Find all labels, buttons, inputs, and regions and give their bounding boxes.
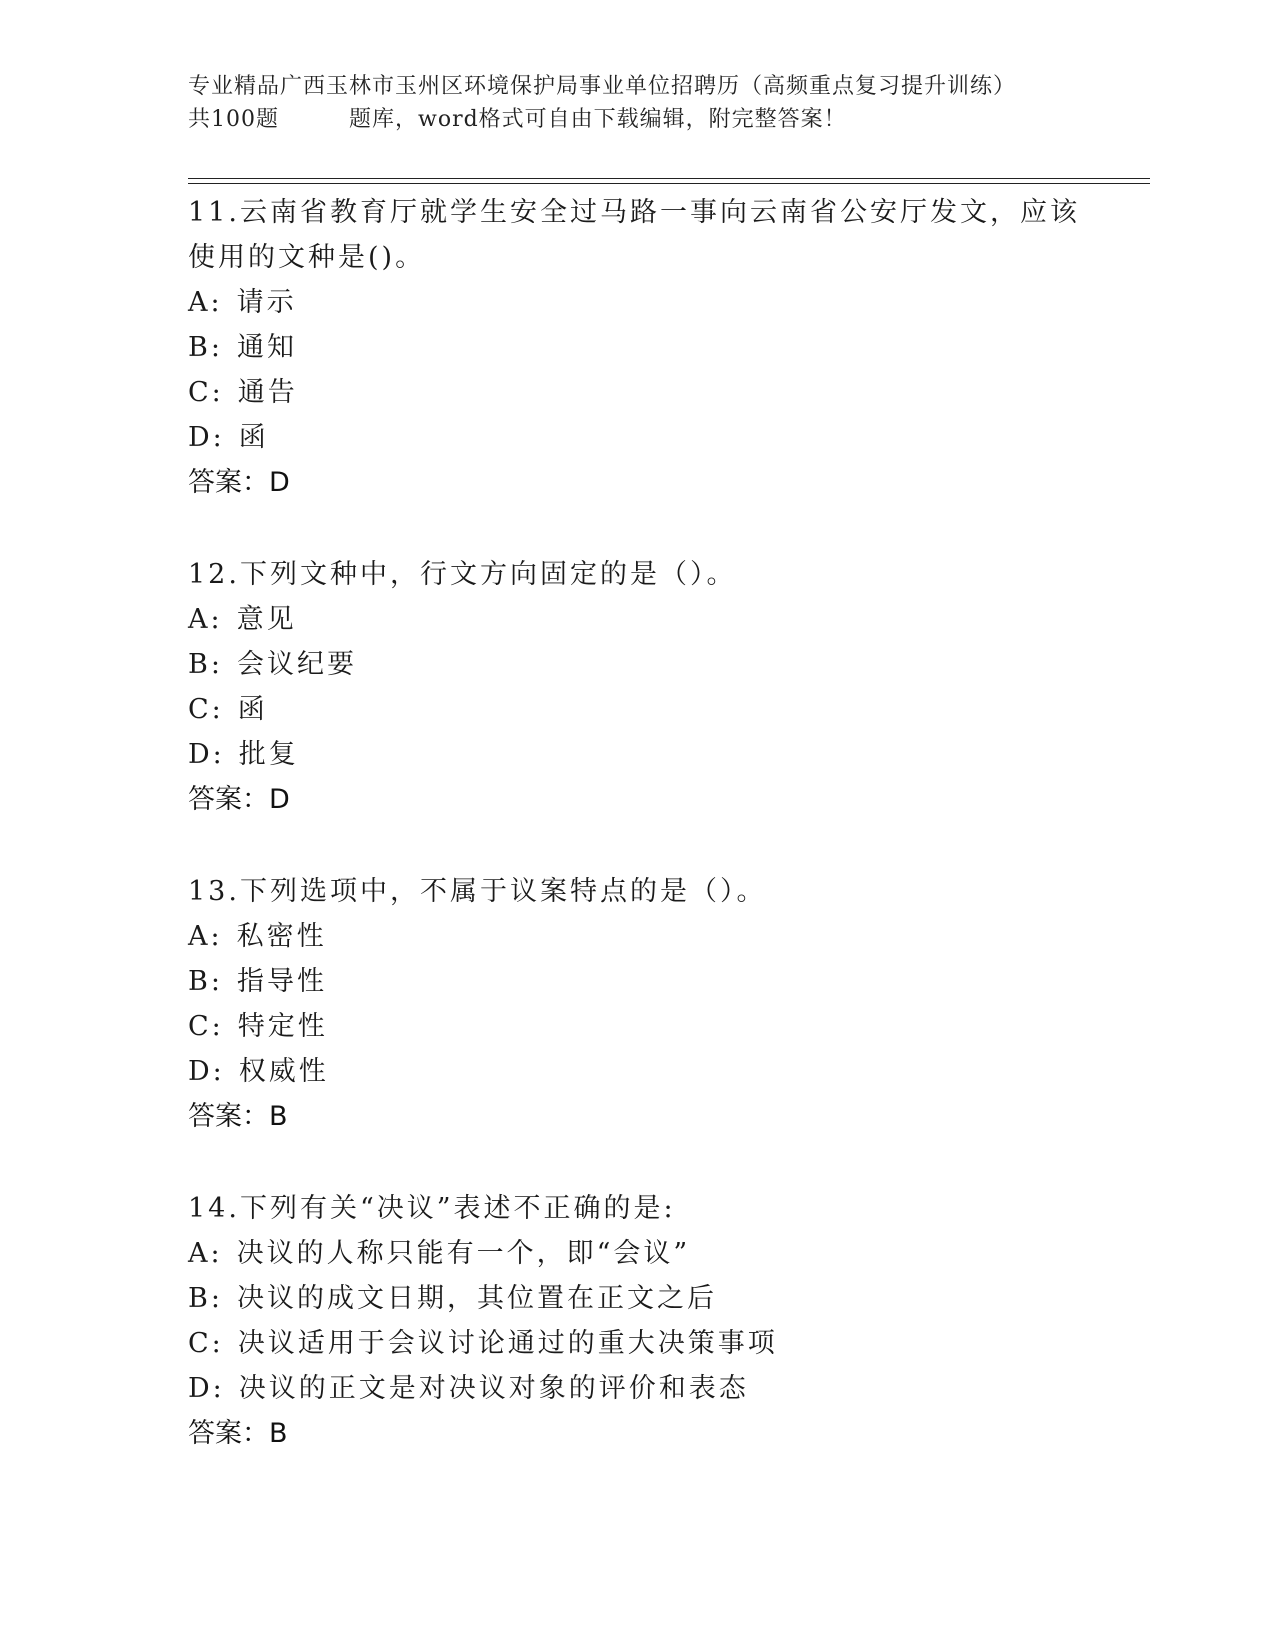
answer-line: 答案：B [188, 1418, 288, 1449]
option-letter: B: [188, 332, 223, 363]
option-letter: C: [188, 1011, 224, 1042]
question-stem: 13.下列选项中，不属于议案特点的是（）。 [188, 876, 767, 907]
document-header [188, 70, 1148, 136]
option-letter: A: [188, 921, 223, 952]
answer-line: 答案：B [188, 1101, 288, 1132]
option-a [188, 914, 1088, 959]
option-letter: A: [188, 604, 223, 635]
option-d [188, 732, 1088, 777]
option-text: 特定性 [237, 1011, 328, 1042]
option-b [188, 325, 1088, 370]
question-count: 共100题 [188, 107, 279, 132]
option-c [188, 370, 1088, 415]
option-letter: B: [188, 1283, 223, 1314]
answer-line: 答案：D [188, 467, 290, 498]
option-text: 指导性 [236, 966, 327, 997]
option-letter: D: [188, 422, 225, 453]
question-14 [188, 1186, 1088, 1457]
option-d [188, 415, 1088, 460]
question-12 [188, 552, 1088, 823]
option-b [188, 642, 1088, 687]
option-a [188, 280, 1088, 325]
option-a [188, 597, 1088, 642]
header-subtitle-text: 题库，word格式可自由下载编辑，附完整答案！ [349, 107, 847, 132]
option-text: 意见 [236, 604, 297, 635]
option-c [188, 1004, 1088, 1049]
option-text: 通知 [236, 332, 297, 363]
option-letter: B: [188, 966, 223, 997]
option-text: 批复 [238, 739, 299, 770]
option-letter: D: [188, 1056, 225, 1087]
option-text: 函 [237, 694, 268, 725]
header-divider-bottom [188, 183, 1150, 184]
option-text: 决议适用于会议讨论通过的重大决策事项 [237, 1328, 778, 1359]
option-d [188, 1049, 1088, 1094]
option-text: 请示 [236, 287, 297, 318]
question-list [188, 190, 1088, 1503]
option-letter: B: [188, 649, 223, 680]
option-letter: D: [188, 739, 225, 770]
option-b [188, 959, 1088, 1004]
option-text: 私密性 [236, 921, 327, 952]
option-text: 会议纪要 [236, 649, 357, 680]
option-letter: D: [188, 1373, 225, 1404]
question-11 [188, 190, 1088, 506]
option-letter: A: [188, 1238, 223, 1269]
header-subtitle-line [188, 103, 1148, 136]
option-b [188, 1276, 1088, 1321]
header-title-line: 专业精品广西玉林市玉州区环境保护局事业单位招聘历（高频重点复习提升训练） [188, 74, 1017, 99]
question-stem: 11.云南省教育厅就学生安全过马路一事向云南省公安厅发文，应该使用的文种是()。 [188, 197, 1080, 273]
answer-line: 答案：D [188, 784, 290, 815]
option-letter: C: [188, 1328, 224, 1359]
question-stem: 12.下列文种中，行文方向固定的是（）。 [188, 559, 737, 590]
question-13 [188, 869, 1088, 1140]
option-c [188, 1321, 1088, 1366]
question-stem: 14.下列有关“决议”表述不正确的是: [188, 1193, 676, 1224]
option-letter: C: [188, 377, 224, 408]
option-text: 决议的成文日期，其位置在正文之后 [236, 1283, 717, 1314]
option-letter: C: [188, 694, 224, 725]
option-text: 决议的人称只能有一个，即“会议” [236, 1238, 691, 1269]
option-text: 权威性 [238, 1056, 329, 1087]
option-text: 决议的正文是对决议对象的评价和表态 [238, 1373, 749, 1404]
option-a [188, 1231, 1088, 1276]
option-c [188, 687, 1088, 732]
header-divider-top [188, 178, 1150, 179]
option-text: 通告 [237, 377, 298, 408]
option-text: 函 [238, 422, 269, 453]
option-d [188, 1366, 1088, 1411]
option-letter: A: [188, 287, 223, 318]
